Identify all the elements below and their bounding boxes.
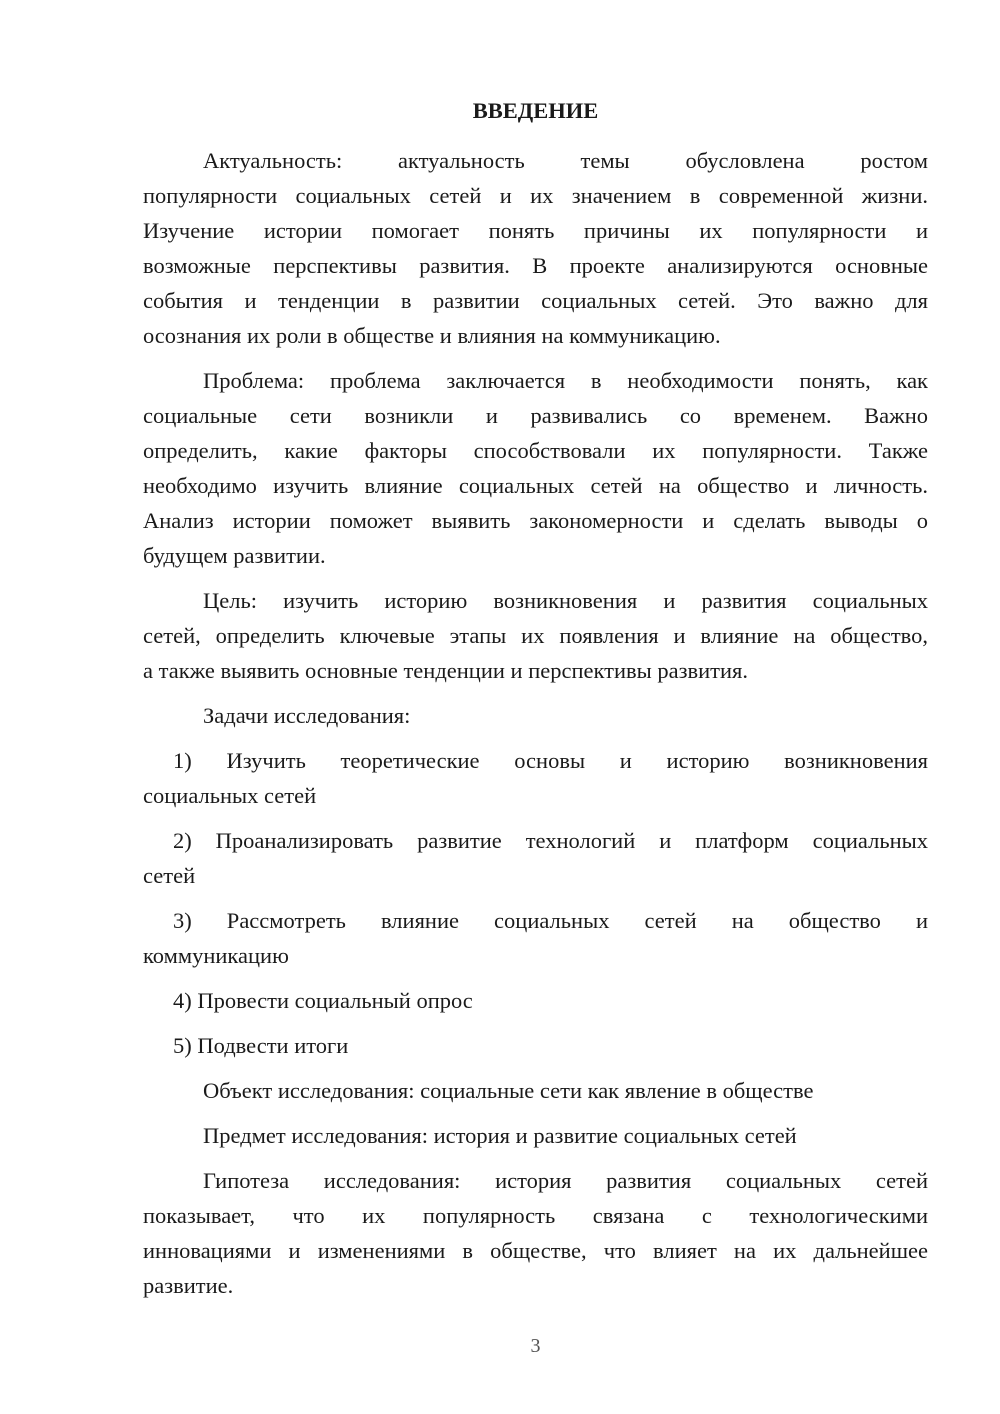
text-line: популярности социальных сетей и их значением в современной жизни.: [143, 183, 928, 208]
text-line: показывает, что их популярность связана с технологическими: [143, 1203, 928, 1228]
text-line: сетей: [143, 863, 196, 888]
text-line: инновациями и изменениями в обществе, что влияет на их дальнейшее: [143, 1238, 928, 1263]
text-line: будущем развитии.: [143, 543, 326, 568]
paragraph: [143, 983, 928, 1018]
paragraph: [143, 903, 928, 973]
section-heading: ВВЕДЕНИЕ: [472, 98, 599, 123]
text-line: Проблема: проблема заключается в необходимости понять, как: [203, 368, 928, 393]
paragraph: [143, 743, 928, 813]
paragraph: [143, 363, 928, 573]
text-line: коммуникацию: [143, 943, 289, 968]
text-line: необходимо изучить влияние социальных сетей на общество и личность.: [143, 473, 928, 498]
text-line: осознания их роли в обществе и влияния на коммуникацию.: [143, 323, 721, 348]
text-line: Изучение истории помогает понять причины их популярности и: [143, 218, 928, 243]
paragraph: [143, 583, 928, 688]
body-text: [143, 143, 928, 1313]
text-line: Задачи исследования:: [203, 703, 411, 728]
text-line: Гипотеза исследования: история развития социальных сетей: [203, 1168, 928, 1193]
paragraph: [143, 1163, 928, 1303]
paragraph: [143, 823, 928, 893]
text-line: 4) Провести социальный опрос: [173, 988, 473, 1013]
page-number: 3: [530, 1335, 541, 1357]
paragraph: [143, 1028, 928, 1063]
paragraph: [143, 143, 928, 353]
paragraph: [143, 698, 928, 733]
paragraph: [143, 1073, 928, 1108]
text-line: Анализ истории поможет выявить закономерности и сделать выводы о: [143, 508, 928, 533]
text-line: 5) Подвести итоги: [173, 1033, 349, 1058]
text-line: 2) Проанализировать развитие технологий и платформ социальных: [173, 828, 928, 853]
text-line: события и тенденции в развитии социальных сетей. Это важно для: [143, 288, 928, 313]
text-line: определить, какие факторы способствовали их популярности. Также: [143, 438, 928, 463]
text-line: а также выявить основные тенденции и перспективы развития.: [143, 658, 749, 683]
text-line: Объект исследования: социальные сети как явление в обществе: [203, 1078, 814, 1103]
text-line: Цель: изучить историю возникновения и развития социальных: [203, 588, 928, 613]
text-line: социальных сетей: [143, 783, 317, 808]
text-line: сетей, определить ключевые этапы их появления и влияние на общество,: [143, 623, 928, 648]
text-line: 3) Рассмотреть влияние социальных сетей на общество и: [173, 908, 928, 933]
text-line: развитие.: [143, 1273, 234, 1298]
text-line: 1) Изучить теоретические основы и историю возникновения: [173, 748, 928, 773]
paragraph: [143, 1118, 928, 1153]
text-line: возможные перспективы развития. В проекте анализируются основные: [143, 253, 928, 278]
text-line: Актуальность: актуальность темы обусловлена ростом: [203, 148, 928, 173]
text-line: Предмет исследования: история и развитие социальных сетей: [203, 1123, 797, 1148]
text-line: социальные сети возникли и развивались со временем. Важно: [143, 403, 928, 428]
